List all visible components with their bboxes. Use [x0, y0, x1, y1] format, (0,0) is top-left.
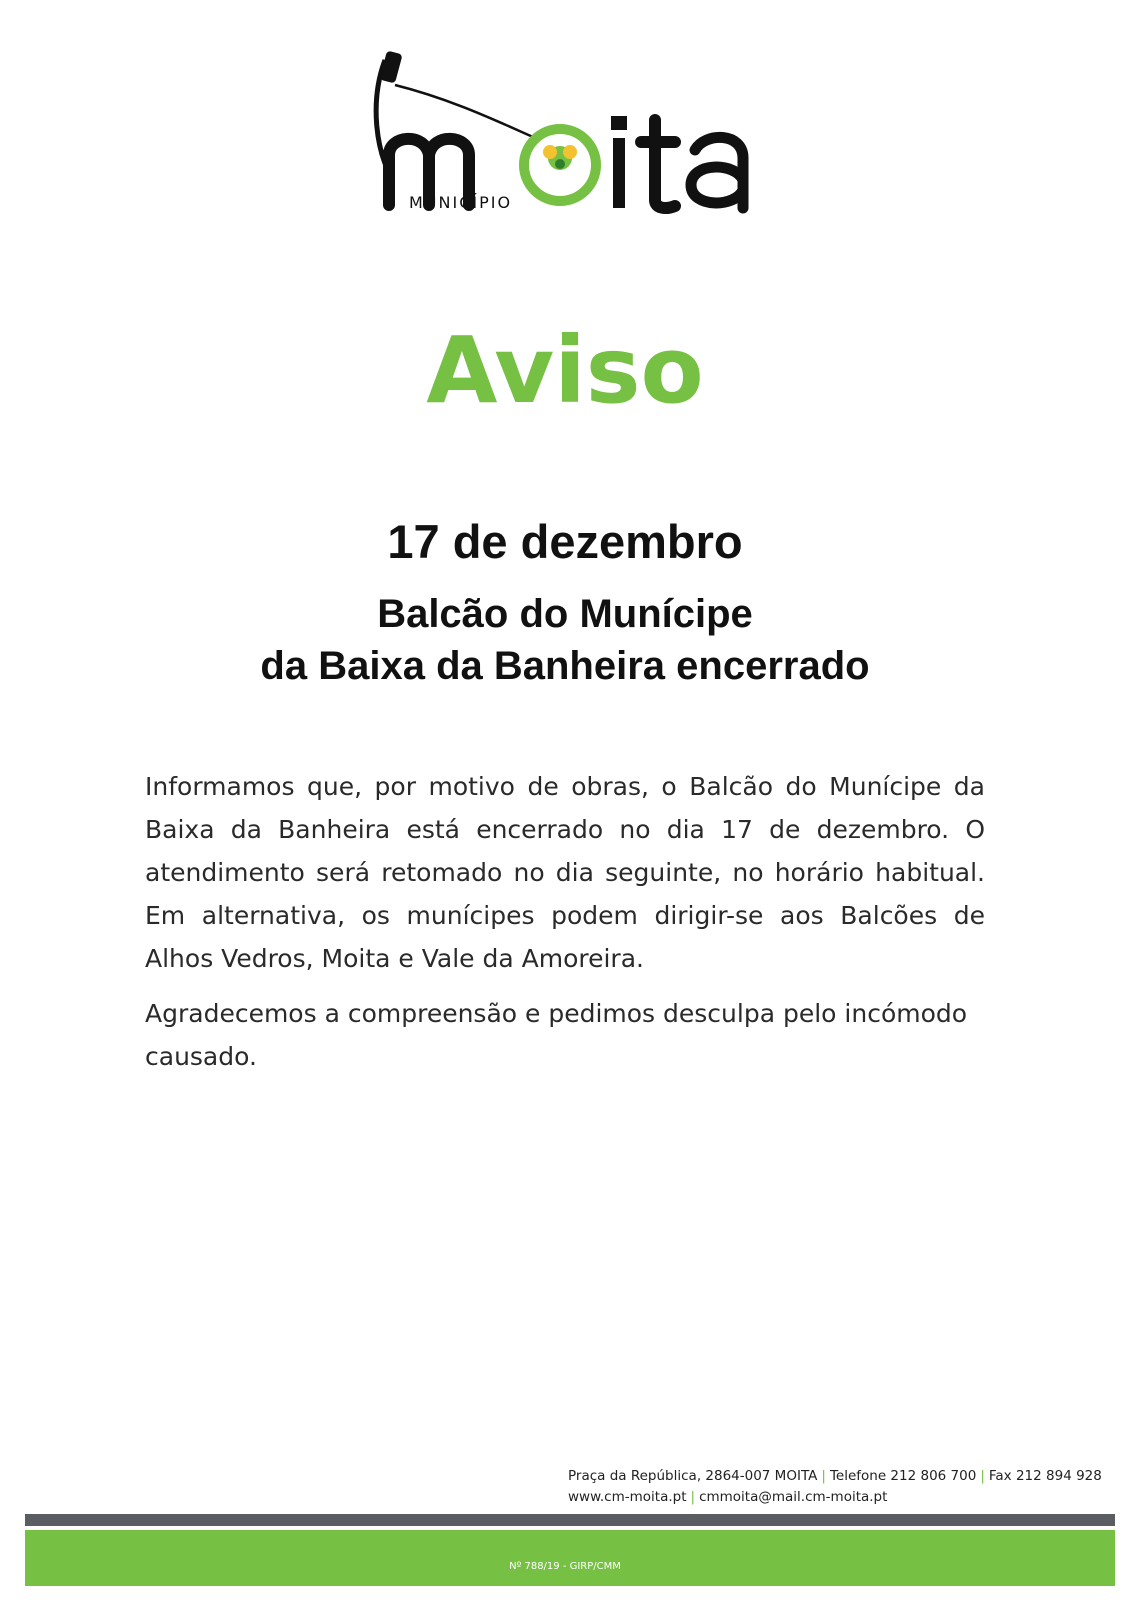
separator: | [690, 1489, 696, 1505]
contact-info [568, 1466, 1108, 1508]
footer-gray-bar [25, 1514, 1115, 1526]
date-heading: 17 de dezembro [387, 515, 743, 568]
footer-green-bar [25, 1530, 1115, 1586]
notice-title: Aviso [426, 317, 704, 424]
email-link[interactable]: cmmoita@mail.cm-moita.pt [699, 1489, 888, 1505]
logo-sub-text: MUNICÍPIO [409, 193, 513, 212]
document-reference: Nº 788/19 - GIRP/CMM [509, 1561, 621, 1572]
notice-body [145, 765, 985, 1090]
moita-logo-graphic [365, 40, 765, 225]
body-paragraph-1: Informamos que, por motivo de obras, o Balcão do Munícipe da Baixa da Banheira está encerrado no dia 17 de dezembro. O atendimento será retomado no dia seguinte, no horário habitual. Em alternativa, os munícipes podem dirigir-se aos Balcões de Alhos Vedros, Moita e Vale da Amoreira. [145, 772, 985, 973]
contact-line-2 [568, 1487, 1108, 1508]
separator: | [821, 1468, 826, 1484]
subtitle-line-1: Balcão do Munícipe [377, 592, 753, 636]
phone-text: Telefone 212 806 700 [829, 1468, 977, 1484]
website-link[interactable]: www.cm-moita.pt [568, 1489, 687, 1505]
municipality-logo [365, 40, 765, 225]
address-text: Praça da República, 2864-007 MOITA [568, 1468, 818, 1484]
body-paragraph-2: Agradecemos a compreensão e pedimos desculpa pelo incómodo causado. [145, 999, 968, 1071]
notice-subtitle [0, 588, 1130, 692]
fax-text: Fax 212 894 928 [988, 1468, 1102, 1484]
contact-line-1 [568, 1466, 1108, 1487]
subtitle-line-2: da Baixa da Banheira encerrado [260, 644, 870, 688]
separator: | [980, 1468, 985, 1484]
